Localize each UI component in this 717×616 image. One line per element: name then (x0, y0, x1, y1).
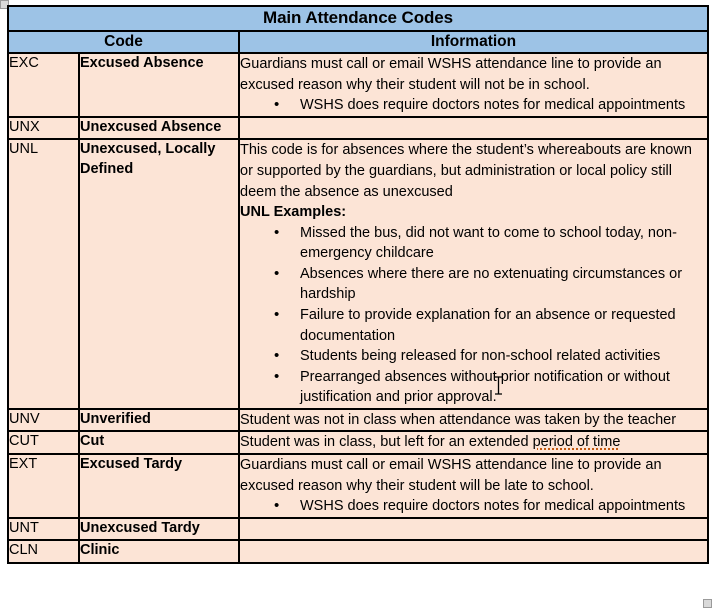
table-row (8, 518, 708, 541)
info-bullet-list (240, 496, 707, 517)
column-header-information: Information (239, 31, 708, 53)
list-item: • WSHS does require doctors notes for medical appointments (300, 95, 707, 116)
code-information (239, 139, 708, 409)
list-item: • Failure to provide explanation for an absence or requested documentation (300, 305, 707, 346)
table-row (8, 117, 708, 140)
table-row (8, 139, 708, 409)
list-item: • Absences where there are no extenuating circumstances or hardship (300, 264, 707, 305)
page-title: Main Attendance Codes (8, 6, 708, 31)
code-abbreviation: UNT (8, 518, 79, 541)
info-bullet-list (240, 95, 707, 116)
code-abbreviation: CUT (8, 431, 79, 454)
info-paragraph (240, 432, 707, 453)
code-name: Unexcused Absence (79, 117, 239, 140)
info-text: Student was in class, but left for an extended (240, 434, 533, 451)
code-abbreviation: CLN (8, 540, 79, 563)
table-row (8, 431, 708, 454)
code-abbreviation: EXT (8, 454, 79, 518)
column-header-code: Code (8, 31, 239, 53)
info-paragraph: Student was not in class when attendance was taken by the teacher (240, 411, 677, 428)
code-name: Cut (79, 431, 239, 454)
list-item: • Students being released for non-school related activities (300, 346, 707, 367)
info-bullet-list (240, 223, 707, 408)
code-name: Unexcused Tardy (79, 518, 239, 541)
code-name: Excused Tardy (79, 454, 239, 518)
table-row (8, 409, 708, 432)
spellcheck-flagged-text: period of time (532, 434, 621, 451)
table-title-row (8, 6, 708, 31)
info-paragraph: This code is for absences where the student’s whereabouts are known or supported by the guardians, but administration or local policy still deem the absence as unexcused (240, 142, 692, 200)
code-abbreviation: EXC (8, 53, 79, 117)
selection-handle-bottom-right[interactable] (703, 599, 712, 608)
table-header-row (8, 31, 708, 53)
code-name: Unexcused, Locally Defined (79, 139, 239, 409)
code-name: Excused Absence (79, 53, 239, 117)
attendance-codes-table (7, 5, 709, 564)
code-name: Unverified (79, 409, 239, 432)
table-row (8, 454, 708, 518)
code-abbreviation: UNV (8, 409, 79, 432)
info-paragraph: Guardians must call or email WSHS attendance line to provide an excused reason why their student will not be in school. (240, 56, 662, 93)
code-abbreviation: UNX (8, 117, 79, 140)
table-row (8, 540, 708, 563)
list-item: • Missed the bus, did not want to come to school today, non-emergency childcare (300, 223, 707, 264)
code-name: Clinic (79, 540, 239, 563)
table-row (8, 53, 708, 117)
info-subheading: UNL Examples: (240, 204, 347, 221)
code-abbreviation: UNL (8, 139, 79, 409)
list-item: • WSHS does require doctors notes for medical appointments (300, 496, 707, 517)
code-information (239, 518, 708, 541)
info-paragraph: Guardians must call or email WSHS attendance line to provide an excused reason why their student will be late to school. (240, 457, 662, 494)
list-item: • Prearranged absences without prior notification or without justification and prior approval. (300, 367, 707, 408)
code-information (239, 540, 708, 563)
code-information (239, 53, 708, 117)
code-information (239, 409, 708, 432)
code-information (239, 454, 708, 518)
code-information (239, 431, 708, 454)
code-information (239, 117, 708, 140)
